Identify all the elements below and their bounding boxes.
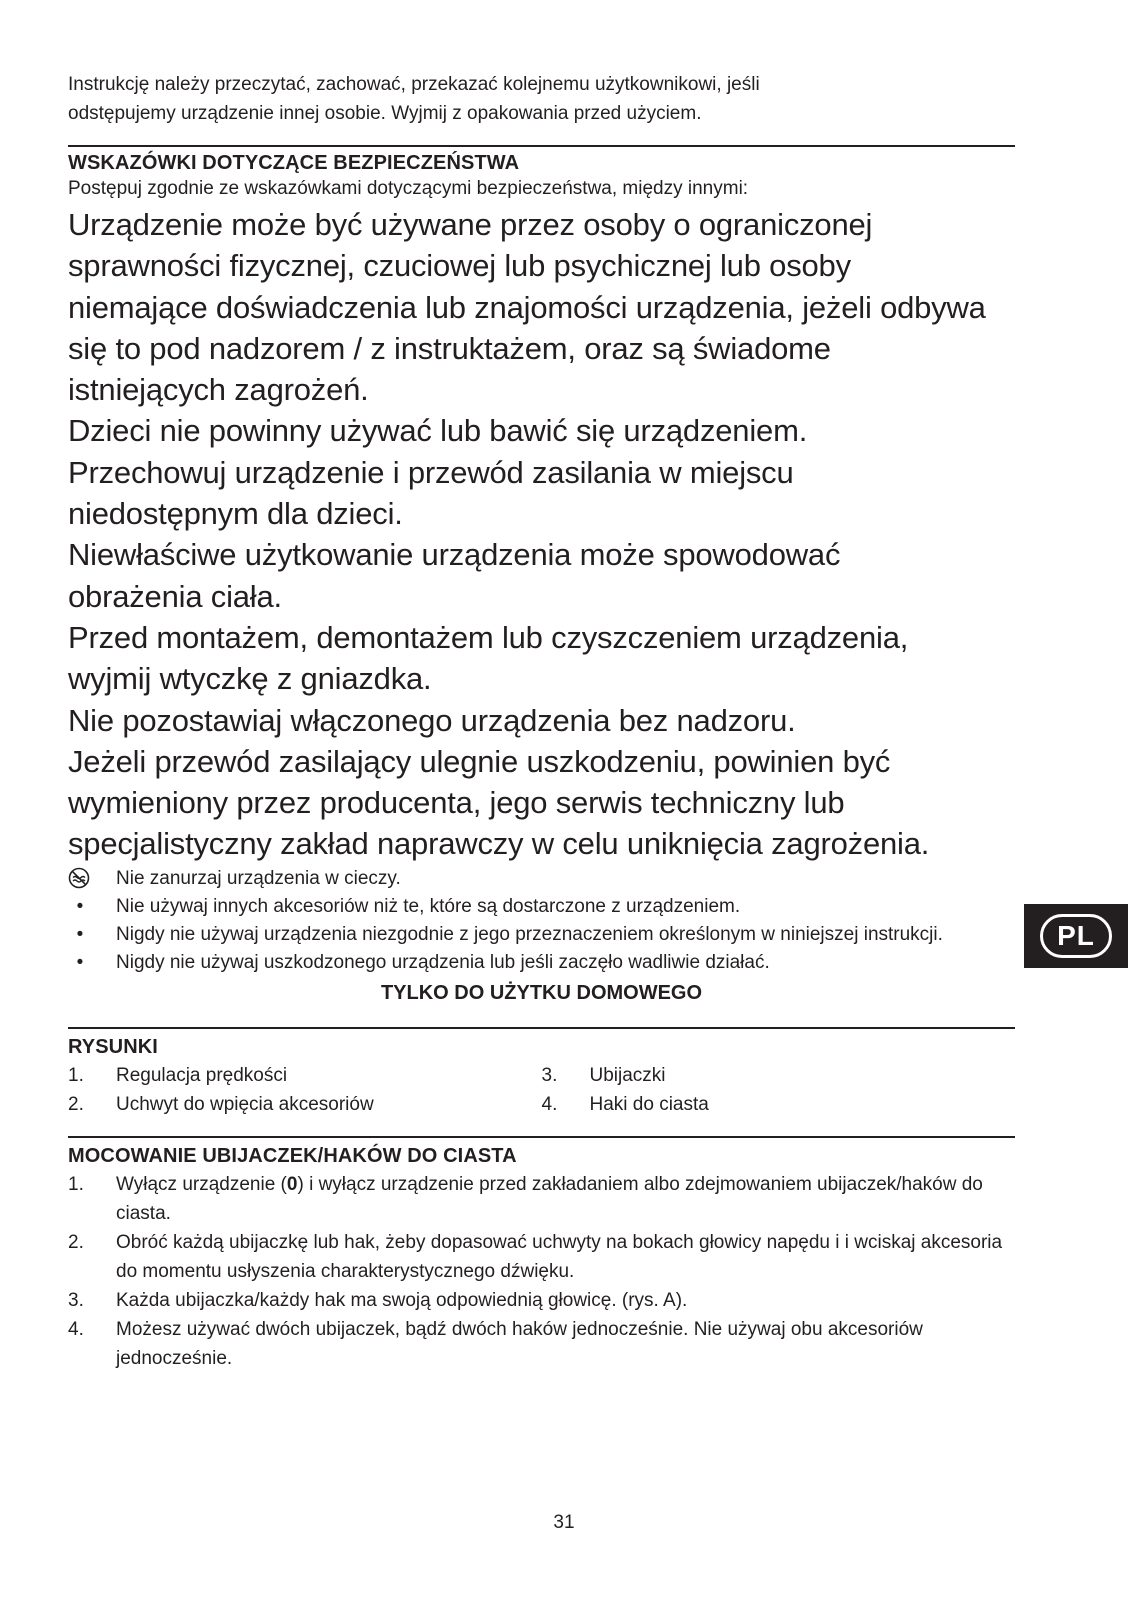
safety-subtitle: Postępuj zgodnie ze wskazówkami dotyczącymi bezpieczeństwa, między innymi: bbox=[68, 178, 749, 199]
safety-line: Dzieci nie powinny używać lub bawić się urządzeniem. bbox=[68, 413, 808, 449]
intro-text bbox=[68, 70, 1015, 128]
list-item bbox=[542, 1090, 1016, 1119]
step-text: Każda ubijaczka/każdy hak ma swoją odpowiednią głowicę. (rys. A). bbox=[116, 1289, 688, 1311]
step-number: 3. bbox=[68, 1289, 84, 1311]
list-item bbox=[68, 949, 1015, 977]
safety-heading: WSKAZÓWKI DOTYCZĄCE BEZPIECZEŃSTWA bbox=[68, 152, 520, 174]
safety-important-text bbox=[68, 204, 1015, 865]
bullet-marker: • bbox=[76, 923, 84, 945]
step-number: 4. bbox=[68, 1318, 84, 1340]
step-text: Wyłącz urządzenie ( bbox=[116, 1173, 287, 1195]
household-only-heading: TYLKO DO UŻYTKU DOMOWEGO bbox=[380, 981, 703, 1004]
item-text: Haki do ciasta bbox=[589, 1093, 709, 1115]
safety-line: się to pod nadzorem / z instruktażem, oraz są świadome bbox=[68, 330, 831, 366]
item-number: 1. bbox=[68, 1064, 84, 1086]
list-item bbox=[68, 1315, 1015, 1373]
mounting-steps bbox=[68, 1170, 1015, 1373]
safety-line: wymieniony przez producenta, jego serwis techniczny lub bbox=[68, 785, 845, 821]
step-number: 1. bbox=[68, 1173, 84, 1195]
bullet-marker: • bbox=[76, 895, 84, 917]
drawings-heading: RYSUNKI bbox=[68, 1035, 158, 1058]
safety-line: Przechowuj urządzenie i przewód zasilania w miejscu bbox=[68, 454, 794, 490]
drawings-list bbox=[68, 1061, 1015, 1119]
no-immersion-icon bbox=[68, 867, 92, 891]
safety-bullet-list bbox=[68, 865, 1015, 977]
section-divider bbox=[68, 1136, 1015, 1138]
item-text: Ubijaczki bbox=[589, 1064, 666, 1086]
list-item-text: Nigdy nie używaj urządzenia niezgodnie z jego przeznaczeniem określonym w niniejszej instrukcji. bbox=[116, 923, 943, 945]
item-text: Uchwyt do wpięcia akcesoriów bbox=[116, 1093, 374, 1115]
list-item bbox=[68, 1090, 542, 1119]
list-item bbox=[68, 1061, 542, 1090]
list-item bbox=[68, 865, 1015, 893]
list-item bbox=[68, 921, 1015, 949]
list-item bbox=[68, 1228, 1015, 1286]
safety-line: obrażenia ciała. bbox=[68, 578, 282, 614]
language-badge: PL bbox=[1040, 914, 1112, 958]
section-divider bbox=[68, 145, 1015, 147]
safety-line: niemające doświadczenia lub znajomości urządzenia, jeżeli odbywa bbox=[68, 289, 986, 325]
drawings-list-right bbox=[542, 1061, 1016, 1119]
list-item-text: Nie zanurzaj urządzenia w cieczy. bbox=[116, 867, 401, 889]
intro-line: Instrukcję należy przeczytać, zachować, przekazać kolejnemu użytkownikowi, jeśli bbox=[68, 74, 760, 95]
safety-line: Urządzenie może być używane przez osoby o ograniczonej bbox=[68, 207, 873, 242]
step-text: ) i wyłącz urządzenie przed zakładaniem albo zdejmowaniem ubijaczek/haków do ciasta. bbox=[116, 1173, 983, 1224]
page-content bbox=[68, 70, 1015, 1373]
bullet-marker: • bbox=[76, 951, 84, 973]
drawings-list-left bbox=[68, 1061, 542, 1119]
safety-line: Jeżeli przewód zasilający ulegnie uszkodzeniu, powinien być bbox=[68, 743, 891, 779]
safety-line: istniejących zagrożeń. bbox=[68, 372, 369, 408]
language-tab bbox=[1024, 904, 1128, 968]
list-item bbox=[68, 1286, 1015, 1315]
item-text: Regulacja prędkości bbox=[116, 1064, 288, 1086]
safety-line: Nie pozostawiaj włączonego urządzenia bez nadzoru. bbox=[68, 702, 796, 738]
safety-line: specjalistyczny zakład naprawczy w celu uniknięcia zagrożenia. bbox=[68, 826, 930, 862]
item-number: 2. bbox=[68, 1093, 84, 1115]
list-item-text: Nigdy nie używaj uszkodzonego urządzenia lub jeśli zaczęło wadliwie działać. bbox=[116, 951, 770, 973]
safety-line: Niewłaściwe użytkowanie urządzenia może spowodować bbox=[68, 537, 841, 573]
item-number: 3. bbox=[541, 1064, 558, 1086]
item-number: 4. bbox=[541, 1093, 558, 1115]
safety-line: Przed montażem, demontażem lub czyszczeniem urządzenia, bbox=[68, 619, 909, 655]
step-text: Obróć każdą ubijaczkę lub hak, żeby dopasować uchwyty na bokach głowicy napędu i i wciskaj akcesoria do momentu usłyszenia charakterystycznego dźwięku. bbox=[116, 1231, 1003, 1282]
safety-line: niedostępnym dla dzieci. bbox=[68, 496, 403, 532]
off-position-value: 0 bbox=[286, 1173, 298, 1195]
list-item-text: Nie używaj innych akcesoriów niż te, które są dostarczone z urządzeniem. bbox=[116, 895, 741, 917]
page-number: 31 bbox=[553, 1512, 575, 1533]
intro-line: odstępujemy urządzenie innej osobie. Wyjmij z opakowania przed użyciem. bbox=[68, 103, 702, 124]
safety-line: wyjmij wtyczkę z gniazdka. bbox=[68, 661, 432, 697]
section-divider bbox=[68, 1027, 1015, 1029]
step-text: Możesz używać dwóch ubijaczek, bądź dwóch haków jednocześnie. Nie używaj obu akcesoriów jednocześnie. bbox=[116, 1318, 923, 1369]
step-number: 2. bbox=[68, 1231, 84, 1253]
mounting-heading: MOCOWANIE UBIJACZEK/HAKÓW DO CIASTA bbox=[68, 1144, 517, 1167]
list-item bbox=[542, 1061, 1016, 1090]
list-item bbox=[68, 1170, 1015, 1228]
list-item bbox=[68, 893, 1015, 921]
safety-line: sprawności fizycznej, czuciowej lub psychicznej lub osoby bbox=[68, 248, 851, 284]
